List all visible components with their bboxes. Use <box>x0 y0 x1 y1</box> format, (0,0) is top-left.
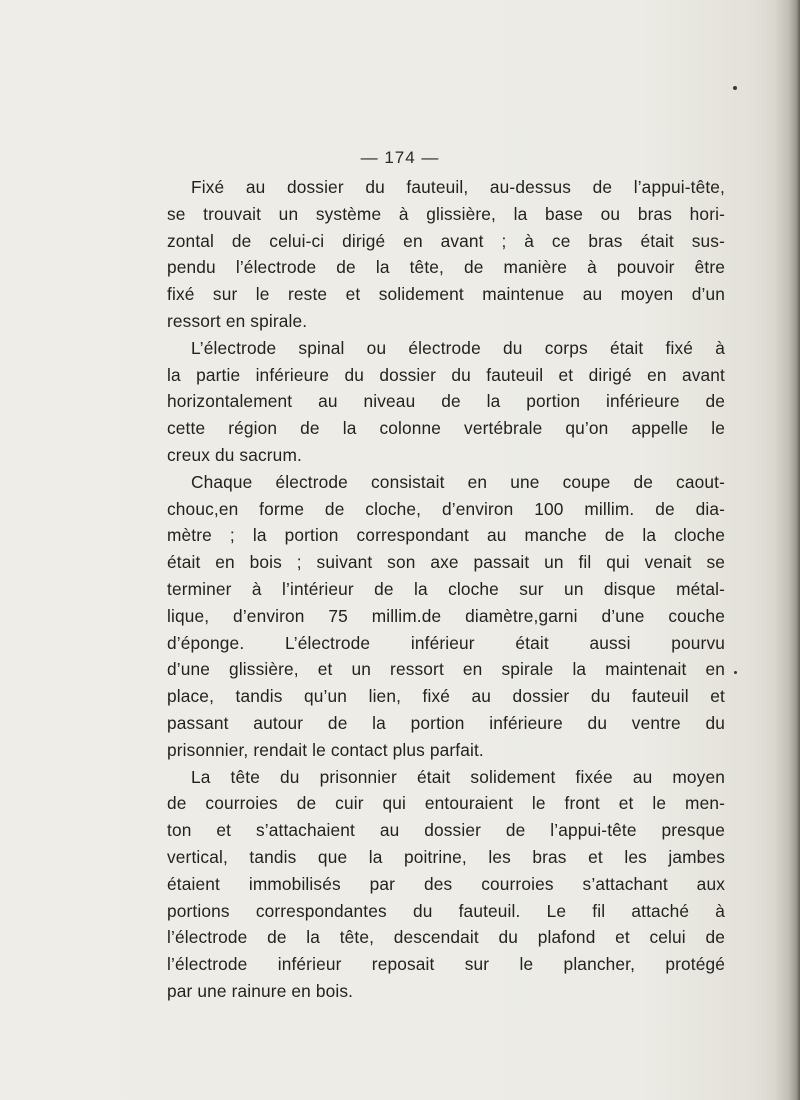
text-line: cette région de la colonne vertébrale qu’on appelle le <box>167 418 725 439</box>
text-line: d’éponge. L’électrode inférieur était aussi pourvu <box>167 632 725 653</box>
ink-speck <box>733 86 737 90</box>
text-line: Fixé au dossier du fauteuil, au-dessus de l’appui-tête, <box>191 177 725 197</box>
text-line: horizontalement au niveau de la portion inférieure de <box>167 391 725 412</box>
text-line: place, tandis qu’un lien, fixé au dossier du fauteuil et <box>167 686 725 707</box>
text-line: creux du sacrum. <box>167 444 302 465</box>
text-line: zontal de celui-ci dirigé en avant ; à ce bras était sus- <box>167 230 725 251</box>
text-line: terminer à l’intérieur de la cloche sur un disque métal- <box>167 578 725 599</box>
text-line: pendu l’électrode de la tête, de manière à pouvoir être <box>167 257 725 278</box>
text-line: mètre ; la portion correspondant au manche de la cloche <box>167 525 725 546</box>
text-line: Chaque électrode consistait en une coupe de caout- <box>191 471 725 492</box>
text-line: l’électrode inférieur reposait sur le plancher, protégé <box>167 954 725 975</box>
ink-speck <box>734 671 737 674</box>
page-number: — 174 — <box>360 148 440 167</box>
text-line: était en bois ; suivant son axe passait un fil qui venait se <box>167 552 725 573</box>
text-line: prisonnier, rendait le contact plus parfait. <box>167 739 484 760</box>
text-line: chouc,en forme de cloche, d’environ 100 millim. de dia- <box>167 498 725 519</box>
text-line: passant autour de la portion inférieure du ventre du <box>167 712 725 733</box>
text-line: de courroies de cuir qui entouraient le front et le men- <box>167 793 725 814</box>
text-line: l’électrode de la tête, descendait du plafond et celui de <box>167 927 725 948</box>
text-line: d’une glissière, et un ressort en spirale la maintenait en <box>167 659 725 680</box>
text-line: fixé sur le reste et solidement maintenue au moyen d’un <box>167 284 725 305</box>
text-line: ressort en spirale. <box>167 310 308 331</box>
text-line: étaient immobilisés par des courroies s’attachant aux <box>167 873 725 894</box>
text-line: par une rainure en bois. <box>167 980 354 1001</box>
text-line: vertical, tandis que la poitrine, les bras et les jambes <box>167 846 725 867</box>
text-line: se trouvait un système à glissière, la base ou bras hori- <box>167 203 725 224</box>
text-line: la partie inférieure du dossier du fauteuil et dirigé en avant <box>167 364 725 385</box>
text-line: ton et s’attachaient au dossier de l’appui-tête presque <box>167 820 725 841</box>
text-line: portions correspondantes du fauteuil. Le fil attaché à <box>167 900 725 921</box>
text-line: L’électrode spinal ou électrode du corps était fixé à <box>191 337 725 358</box>
text-line: La tête du prisonnier était solidement fixée au moyen <box>191 766 725 787</box>
body-text <box>167 174 725 1005</box>
text-line: lique, d’environ 75 millim.de diamètre,garni d’une couche <box>167 605 725 626</box>
